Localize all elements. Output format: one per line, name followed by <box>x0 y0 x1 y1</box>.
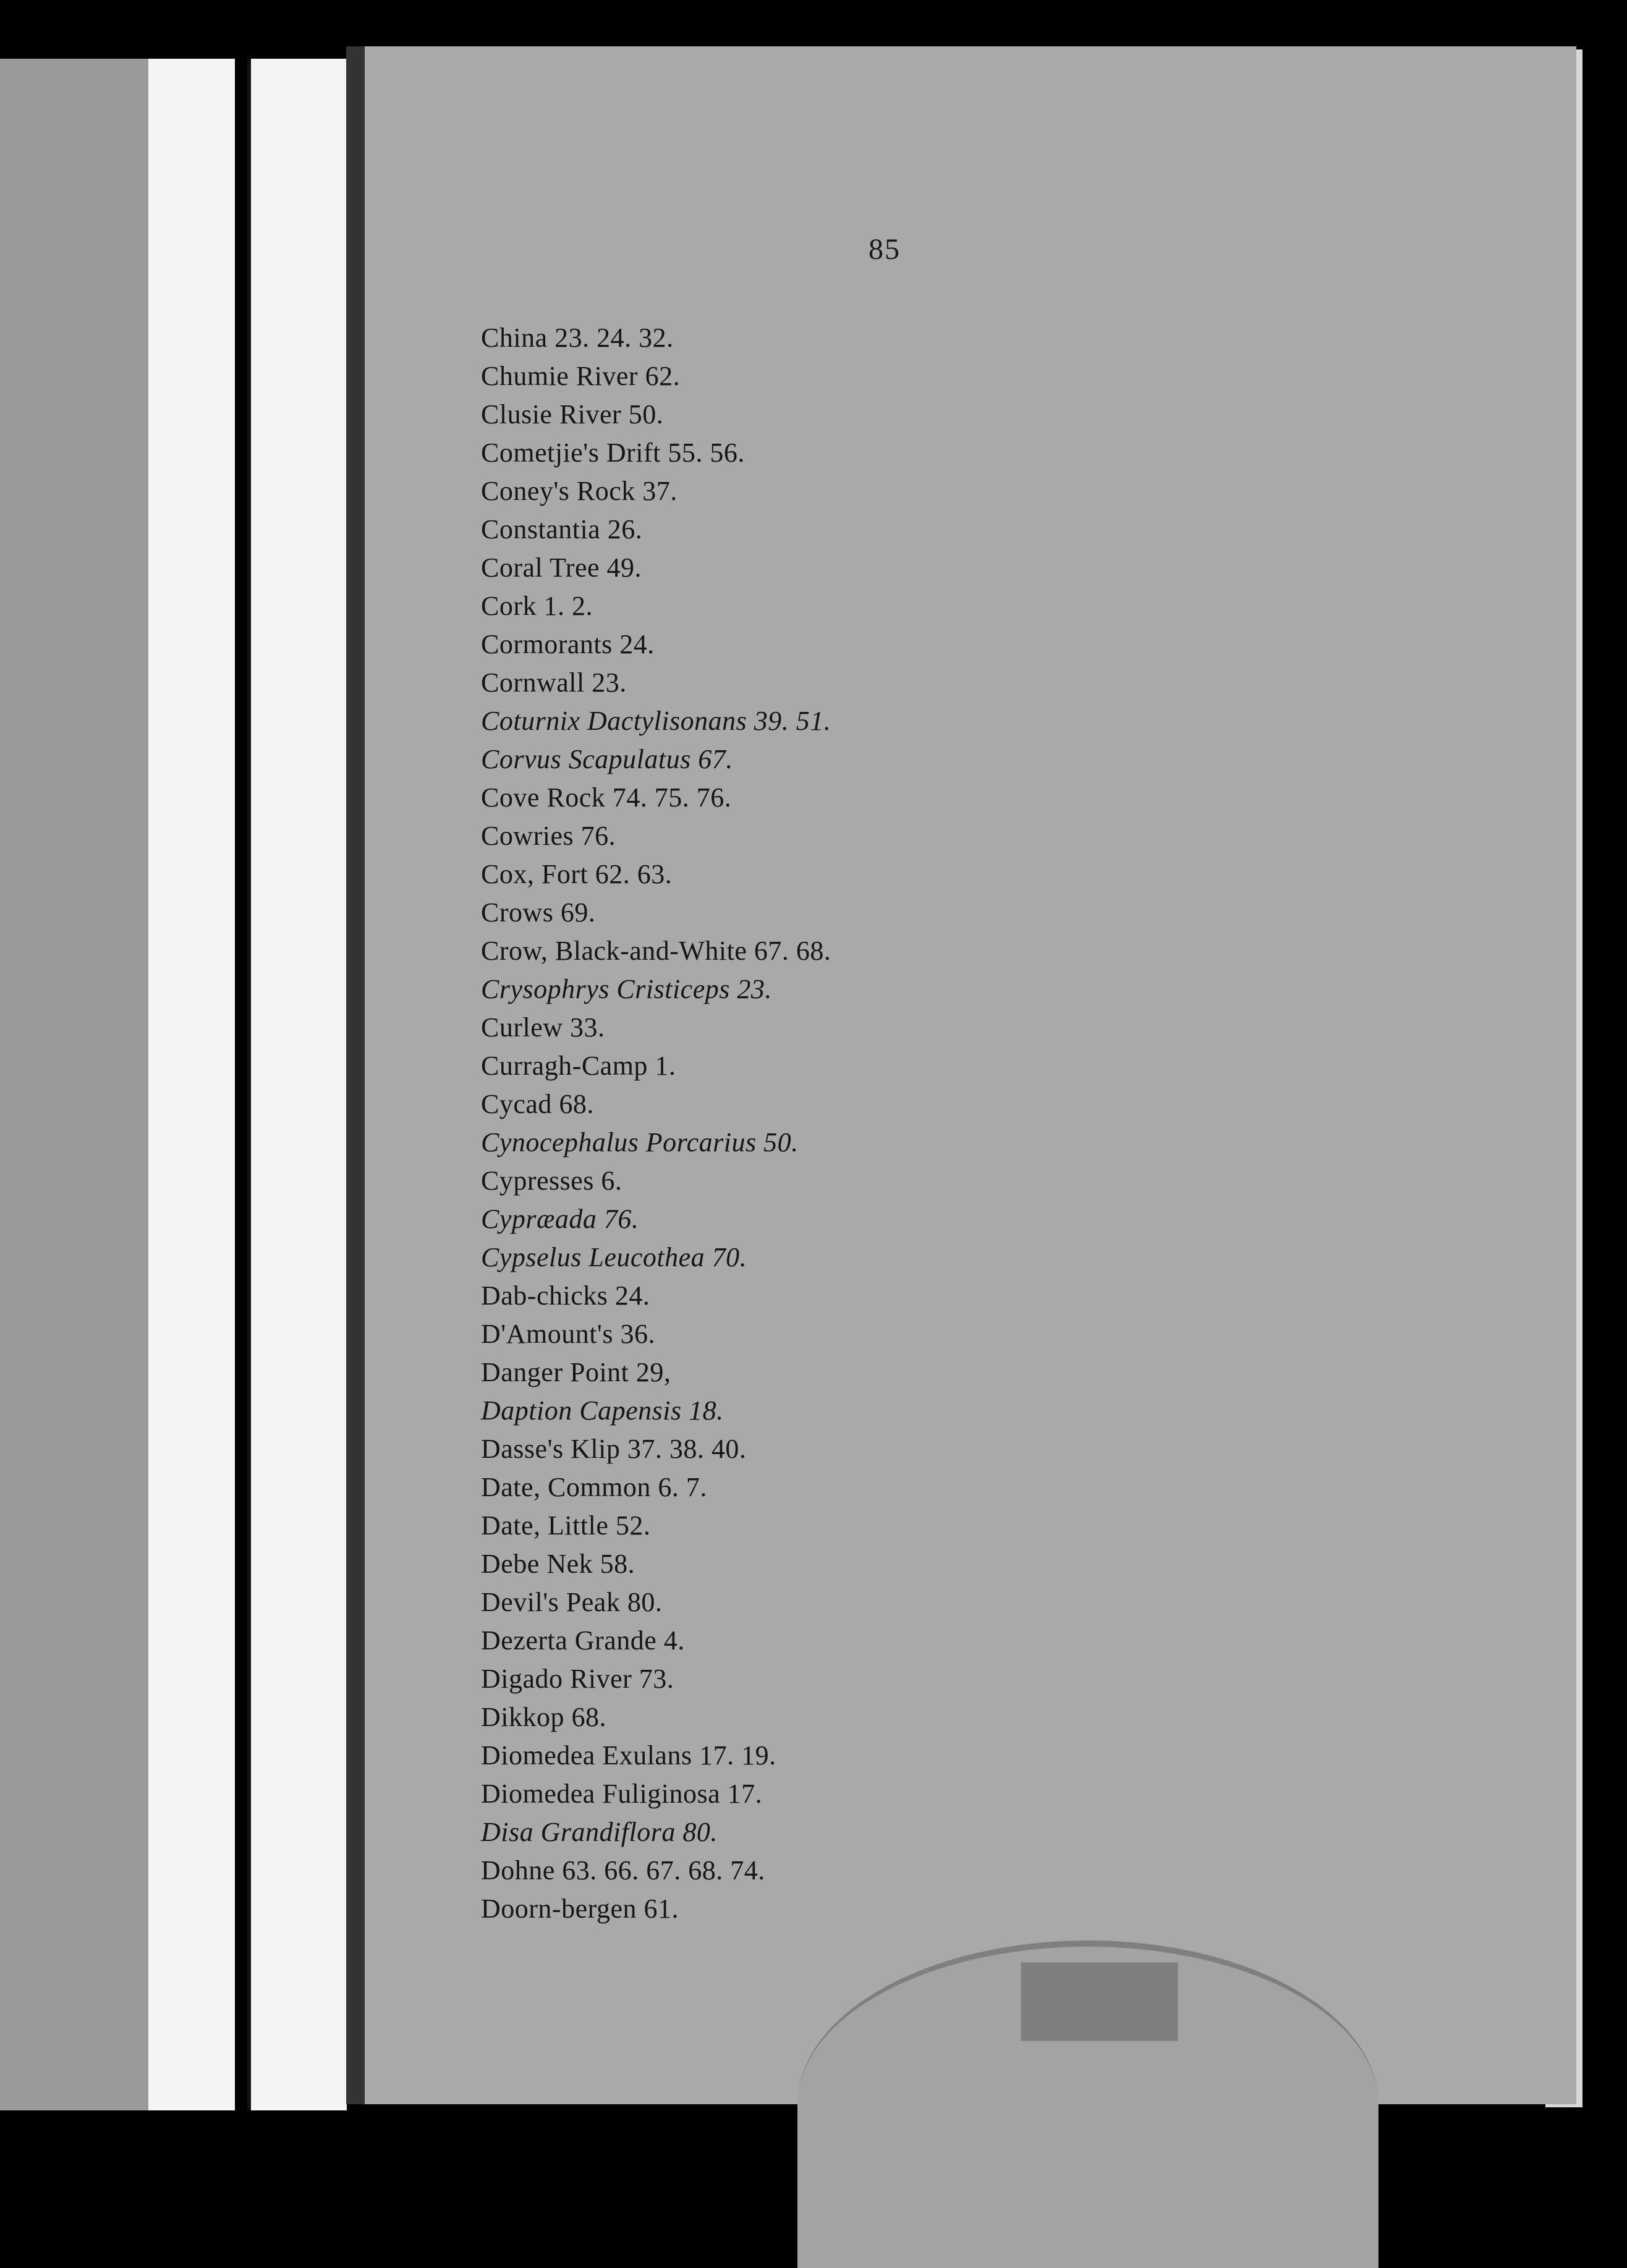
index-entry: Constantia 26. <box>481 514 643 544</box>
index-entry: Cypselus Leucothea 70. <box>481 1242 747 1272</box>
index-entry: Crows 69. <box>481 897 596 928</box>
index-entry: Cypresses 6. <box>481 1166 622 1196</box>
index-entry: Coney's Rock 37. <box>481 476 678 506</box>
index-entry: Dezerta Grande 4. <box>481 1625 685 1656</box>
index-entry: Curragh-Camp 1. <box>481 1051 676 1081</box>
index-entry: Date, Little 52. <box>481 1510 651 1541</box>
index-entry: Cycad 68. <box>481 1089 594 1119</box>
index-entry: Clusie River 50. <box>481 399 664 429</box>
index-entry: Disa Grandiflora 80. <box>481 1817 718 1847</box>
index-entry: Diomedea Fuliginosa 17. <box>481 1779 763 1809</box>
index-entry: Dohne 63. 66. 67. 68. 74. <box>481 1855 765 1885</box>
index-entry: Coral Tree 49. <box>481 552 642 583</box>
index-entry: Digado River 73. <box>481 1664 674 1694</box>
index-entry: Diomedea Exulans 17. 19. <box>481 1740 776 1771</box>
index-entry: Cork 1. 2. <box>481 591 593 621</box>
index-entry: Cove Rock 74. 75. 76. <box>481 782 732 813</box>
index-entry: Curlew 33. <box>481 1012 605 1043</box>
index-entry: Doorn-bergen 61. <box>481 1894 679 1924</box>
index-entry: Chumie River 62. <box>481 361 681 391</box>
index-entry: Devil's Peak 80. <box>481 1587 663 1617</box>
index-list <box>481 319 831 1928</box>
index-entry: Cornwall 23. <box>481 667 627 698</box>
book-gutter <box>247 59 347 2110</box>
index-entry: Date, Common 6. 7. <box>481 1472 707 1502</box>
index-entry: Cometjie's Drift 55. 56. <box>481 438 745 468</box>
index-entry: Corvus Scapulatus 67. <box>481 744 733 774</box>
index-entry: Dasse's Klip 37. 38. 40. <box>481 1434 747 1464</box>
facing-page-margin <box>148 59 235 2110</box>
index-entry: Coturnix Dactylisonans 39. 51. <box>481 706 831 736</box>
index-entry: Crysophrys Cristiceps 23. <box>481 974 772 1004</box>
index-entry: Cox, Fort 62. 63. <box>481 859 673 889</box>
index-entry: Cypræada 76. <box>481 1204 639 1234</box>
index-entry: Crow, Black-and-White 67. 68. <box>481 936 831 966</box>
facing-page <box>0 59 148 2110</box>
paper-stain <box>797 1940 1378 2268</box>
index-entry: Daption Capensis 18. <box>481 1395 724 1426</box>
index-entry: Cynocephalus Porcarius 50. <box>481 1127 799 1157</box>
index-entry: Cormorants 24. <box>481 629 655 659</box>
index-entry: Dab-chicks 24. <box>481 1280 650 1311</box>
index-entry: Debe Nek 58. <box>481 1549 635 1579</box>
index-entry: Danger Point 29, <box>481 1357 671 1387</box>
page-number: 85 <box>869 233 901 266</box>
index-entry: China 23. 24. 32. <box>481 323 674 353</box>
index-entry: D'Amount's 36. <box>481 1319 655 1349</box>
index-entry: Cowries 76. <box>481 821 616 851</box>
index-entry: Dikkop 68. <box>481 1702 606 1732</box>
